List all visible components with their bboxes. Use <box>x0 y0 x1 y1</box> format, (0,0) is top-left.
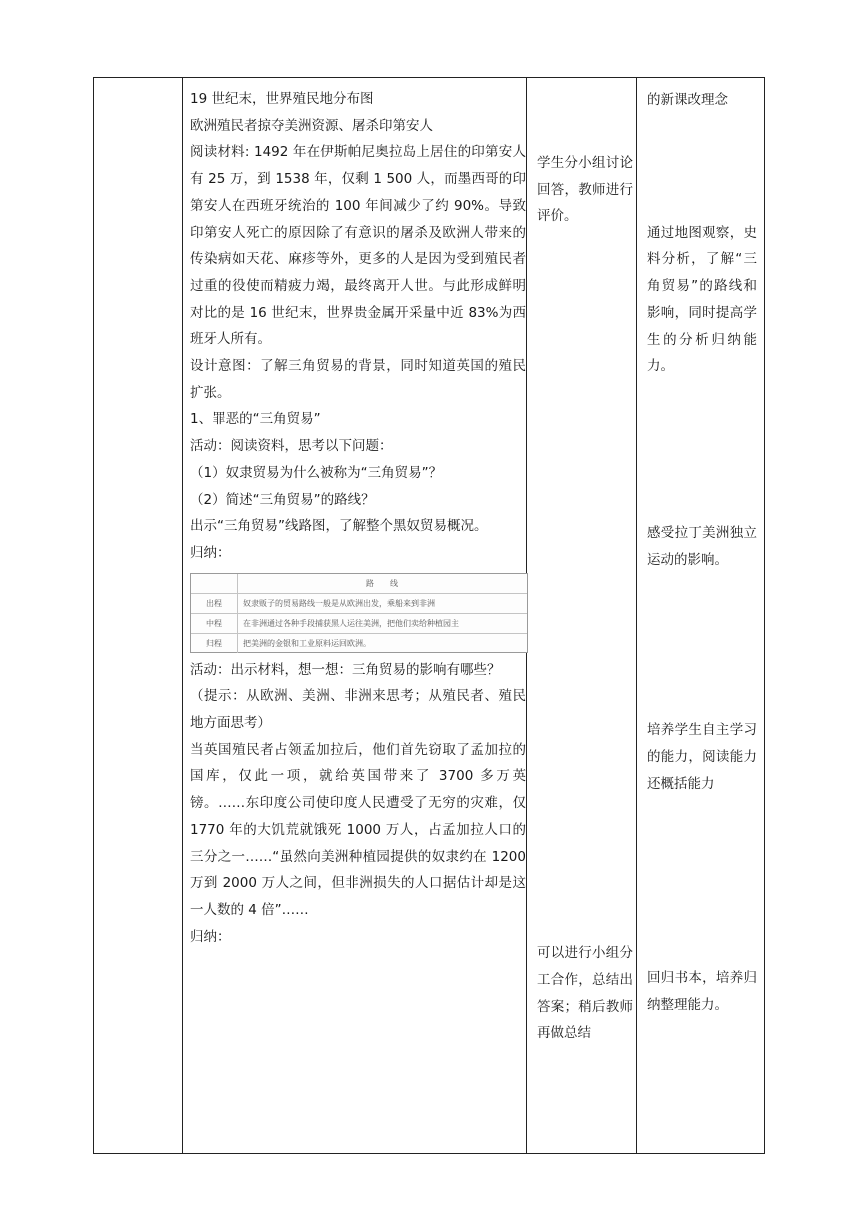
design-intent-cell <box>647 78 757 1019</box>
route-cell: 在非洲通过各种手段捕获黑人运往美洲，把他们卖给种植园主 <box>243 618 459 628</box>
reading-material: 阅读材料: 1492 年在伊斯帕尼奥拉岛上居住的印第安人有 25 万，到 1538 年，仅剩 1 500 人，而墨西哥的印第安人在西班牙统治的 100 年间减少了约 90%。导致印第安人死亡的原因除了有意识的屠杀及欧洲人带来的传染病如天花、麻疹等外，更多的人是因为受到殖民者过重的役使而精疲力竭，最终离开人世。与此形成鲜明对比的是 16 世纪末，世界贵金属开采量中近 83%为西班牙人所有。 <box>190 144 526 348</box>
section-heading: 1、罪恶的“三角贸易” <box>190 411 321 428</box>
intent-note: 回归书本，培养归纳整理能力。 <box>647 970 757 1014</box>
text-line: 欧洲殖民者掠夺美洲资源、屠杀印第安人 <box>190 117 433 134</box>
route-cell: 奴隶贩子的贸易路线一般是从欧洲出发，乘船来到非洲 <box>243 598 435 608</box>
column-divider <box>182 78 183 1153</box>
hint-line: （提示：从欧洲、美洲、非洲来思考；从殖民者、殖民地方面思考） <box>190 688 526 732</box>
activity-line: 活动：出示材料，想一想：三角贸易的影响有哪些？ <box>190 661 501 678</box>
design-intent: 设计意图：了解三角贸易的背景，同时知道英国的殖民扩张。 <box>190 358 526 401</box>
text-line: 出示“三角贸易”线路图，了解整个黑奴贸易概况。 <box>190 518 488 535</box>
question: （2）简述“三角贸易”的路线？ <box>190 491 375 508</box>
intent-note: 的新课改理念 <box>647 92 728 108</box>
column-divider <box>636 78 637 1153</box>
stage-cell: 归程 <box>191 634 238 653</box>
route-table-image <box>190 573 528 653</box>
stage-cell: 出程 <box>191 594 238 613</box>
intent-note: 通过地图观察，史料分析，了解“三角贸易”的路线和影响，同时提高学生的分析归纳能力。 <box>647 224 757 375</box>
intent-note: 感受拉丁美洲独立运动的影响。 <box>647 524 757 568</box>
text-line: 19 世纪末，世界殖民地分布图 <box>190 91 374 107</box>
activity-note: 可以进行小组分工合作，总结出答案；稍后教师再做总结 <box>537 945 633 1042</box>
summary-label: 归纳： <box>190 928 231 945</box>
route-header: 路 线 <box>366 578 398 588</box>
question: （1）奴隶贸易为什么被称为“三角贸易”？ <box>190 464 443 481</box>
text-line: 活动：阅读资料，思考以下问题： <box>190 438 393 455</box>
stage-cell: 中程 <box>191 614 238 633</box>
reading-material: 当英国殖民者占领孟加拉后，他们首先窃取了孟加拉的国库，仅此一项，就给英国带来了 3700 多万英镑。……东印度公司使印度人民遭受了无穷的灾难，仅 1770 年的大饥荒就饿死 1000 万人，占孟加拉人口的三分之一……“虽然向美洲种植园提供的奴隶约在 1200 万到 2000 万人之间，但非洲损失的人口据估计却是这一人数的 4 倍”…… <box>190 741 526 918</box>
blank-cell <box>191 574 238 593</box>
route-cell: 把美洲的金银和工业原料运回欧洲。 <box>243 638 371 648</box>
teaching-process-cell <box>190 78 526 950</box>
activity-note: 学生分小组讨论回答，教师进行评价。 <box>537 155 633 225</box>
lesson-table <box>93 77 765 1154</box>
student-activity-cell <box>537 78 633 1047</box>
intent-note: 培养学生自主学习的能力，阅读能力还概括能力 <box>647 722 757 792</box>
summary-label: 归纳： <box>190 544 231 561</box>
